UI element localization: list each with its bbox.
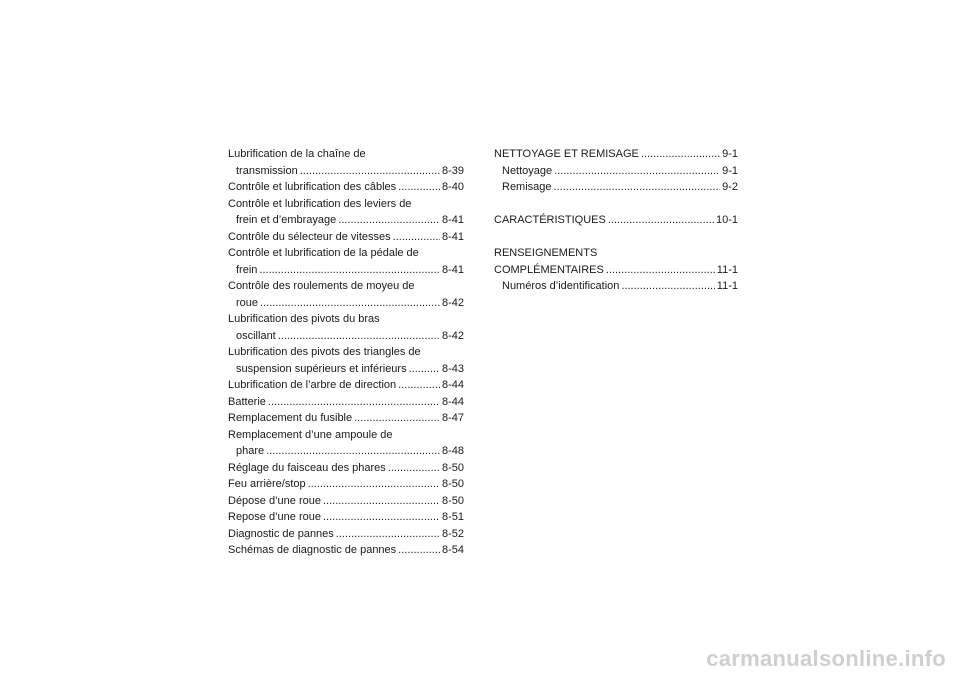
dot-leader <box>259 262 440 279</box>
toc-entry[interactable] <box>228 377 464 394</box>
toc-entry[interactable] <box>494 146 738 163</box>
toc-entry[interactable] <box>494 179 738 196</box>
toc-entry-title: Batterie <box>228 395 266 408</box>
toc-entry[interactable] <box>228 295 464 312</box>
toc-spacer <box>494 196 738 213</box>
dot-leader <box>554 179 721 196</box>
dot-leader <box>398 542 440 559</box>
toc-entry-title: frein et d’embrayage <box>236 214 337 226</box>
toc-entry-title: Remisage <box>502 181 552 193</box>
toc-entry-page: 8-51 <box>441 511 464 523</box>
toc-entry[interactable] <box>228 394 464 411</box>
toc-entry-title: phare <box>236 445 265 457</box>
toc-entry-page: 8-42 <box>441 329 464 342</box>
toc-entry-page: 10-1 <box>715 214 738 226</box>
toc-entry-title: frein <box>236 263 258 276</box>
toc-entry-page: 8-50 <box>441 478 464 490</box>
toc-entry-title: Dépose d’une roue <box>228 494 321 507</box>
toc-entry-title: Contrôle du sélecteur de vitesses <box>228 230 391 243</box>
toc-entry-title: Contrôle et lubrification de la pédale de <box>228 247 419 259</box>
toc-entry[interactable] <box>228 361 464 378</box>
toc-entry[interactable] <box>494 163 738 180</box>
toc-entry-page: 8-40 <box>441 181 464 193</box>
toc-entry <box>228 278 464 295</box>
toc-entry-page: 8-44 <box>441 395 464 408</box>
dot-leader <box>608 212 714 229</box>
toc-entry-title: Schémas de diagnostic de pannes <box>228 544 397 556</box>
toc-entry-page: 8-39 <box>441 164 464 177</box>
toc-entry[interactable] <box>228 410 464 427</box>
toc-entry[interactable] <box>228 493 464 510</box>
dot-leader <box>621 278 714 295</box>
dot-leader <box>409 361 440 378</box>
toc-entry-page: 8-50 <box>441 494 464 507</box>
toc-entry-title: CARACTÉRISTIQUES <box>494 214 606 226</box>
toc-entry[interactable] <box>228 262 464 279</box>
dot-leader <box>336 526 440 543</box>
toc-entry-page: 8-41 <box>441 230 464 243</box>
toc-entry[interactable] <box>228 443 464 460</box>
toc-entry-page: 8-47 <box>441 412 464 424</box>
toc-entry-page: 8-43 <box>441 362 464 375</box>
dot-leader <box>260 295 440 312</box>
toc-entry-title: COMPLÉMENTAIRES <box>494 263 604 276</box>
toc-entry <box>228 344 464 361</box>
toc-entry-title: transmission <box>236 164 298 177</box>
toc-entry-title: Contrôle des roulements de moyeu de <box>228 280 415 292</box>
dot-leader <box>338 212 440 229</box>
toc-entry[interactable] <box>228 526 464 543</box>
toc-entry-title: Remplacement d’une ampoule de <box>228 428 393 441</box>
toc-entry-title: Contrôle et lubrification des câbles <box>228 181 397 193</box>
toc-entry-title: Feu arrière/stop <box>228 478 306 490</box>
toc-entry-title: Lubrification de la chaîne de <box>228 148 366 160</box>
dot-leader <box>323 493 440 510</box>
toc-entry <box>228 245 464 262</box>
dot-leader <box>641 146 720 163</box>
toc-entry[interactable] <box>228 212 464 229</box>
toc-entry-title: Diagnostic de pannes <box>228 527 334 540</box>
toc-entry[interactable] <box>228 229 464 246</box>
toc-entry-title: NETTOYAGE ET REMISAGE <box>494 148 639 160</box>
toc-entry[interactable] <box>228 163 464 180</box>
toc-entry-page: 8-44 <box>441 379 464 391</box>
toc-entry-page: 8-42 <box>441 296 464 309</box>
dot-leader <box>554 163 720 180</box>
toc-entry[interactable] <box>228 509 464 526</box>
toc-entry-page: 8-54 <box>441 544 464 556</box>
toc-entry[interactable] <box>228 476 464 493</box>
toc-entry-title: Contrôle et lubrification des leviers de <box>228 197 412 210</box>
toc-entry-title: Repose d’une roue <box>228 511 321 523</box>
dot-leader <box>278 328 440 345</box>
toc-entry-title: RENSEIGNEMENTS <box>494 247 598 259</box>
toc-entry-page: 8-50 <box>441 461 464 474</box>
toc-right-column <box>494 146 738 295</box>
toc-entry[interactable] <box>494 278 738 295</box>
toc-entry-title: Nettoyage <box>502 164 553 177</box>
toc-entry[interactable] <box>228 460 464 477</box>
toc-entry-title: Lubrification des pivots du bras <box>228 313 380 325</box>
toc-entry-page: 9-1 <box>722 148 738 160</box>
toc-entry[interactable] <box>228 328 464 345</box>
dot-leader <box>606 262 715 279</box>
toc-entry-page: 8-48 <box>441 445 464 457</box>
toc-entry-page: 11-1 <box>716 280 738 292</box>
toc-entry <box>494 245 738 262</box>
toc-entry-title: oscillant <box>236 329 276 342</box>
toc-entry-title: Lubrification de l’arbre de direction <box>228 379 397 391</box>
dot-leader <box>268 394 440 411</box>
toc-entry-page: 8-41 <box>441 263 464 276</box>
toc-entry-title: Numéros d’identification <box>502 280 620 292</box>
toc-entry-title: suspension supérieurs et inférieurs <box>236 362 407 375</box>
dot-leader <box>393 229 440 246</box>
toc-entry-page: 8-41 <box>441 214 464 226</box>
toc-entry-page: 9-2 <box>722 181 738 193</box>
toc-entry-title: Réglage du faisceau des phares <box>228 461 386 474</box>
toc-entry <box>228 311 464 328</box>
toc-entry[interactable] <box>494 262 738 279</box>
toc-entry-title: Remplacement du fusible <box>228 412 353 424</box>
toc-entry[interactable] <box>494 212 738 229</box>
toc-entry <box>228 196 464 213</box>
toc-left-column <box>228 146 464 559</box>
toc-entry-title: roue <box>236 296 259 309</box>
toc-spacer <box>494 229 738 246</box>
dot-leader <box>398 179 440 196</box>
toc-entry-page: 9-1 <box>722 164 738 177</box>
toc-entry <box>228 427 464 444</box>
dot-leader <box>354 410 440 427</box>
toc-entry-page: 8-52 <box>441 527 464 540</box>
dot-leader <box>388 460 440 477</box>
toc-entry[interactable] <box>228 179 464 196</box>
watermark: carmanualsonline.info <box>706 646 946 671</box>
dot-leader <box>266 443 440 460</box>
dot-leader <box>308 476 440 493</box>
toc-entry <box>228 146 464 163</box>
dot-leader <box>398 377 440 394</box>
toc-entry-page: 11-1 <box>716 263 738 276</box>
dot-leader <box>323 509 440 526</box>
dot-leader <box>300 163 440 180</box>
toc-entry-title: Lubrification des pivots des triangles de <box>228 346 421 358</box>
toc-entry[interactable] <box>228 542 464 559</box>
